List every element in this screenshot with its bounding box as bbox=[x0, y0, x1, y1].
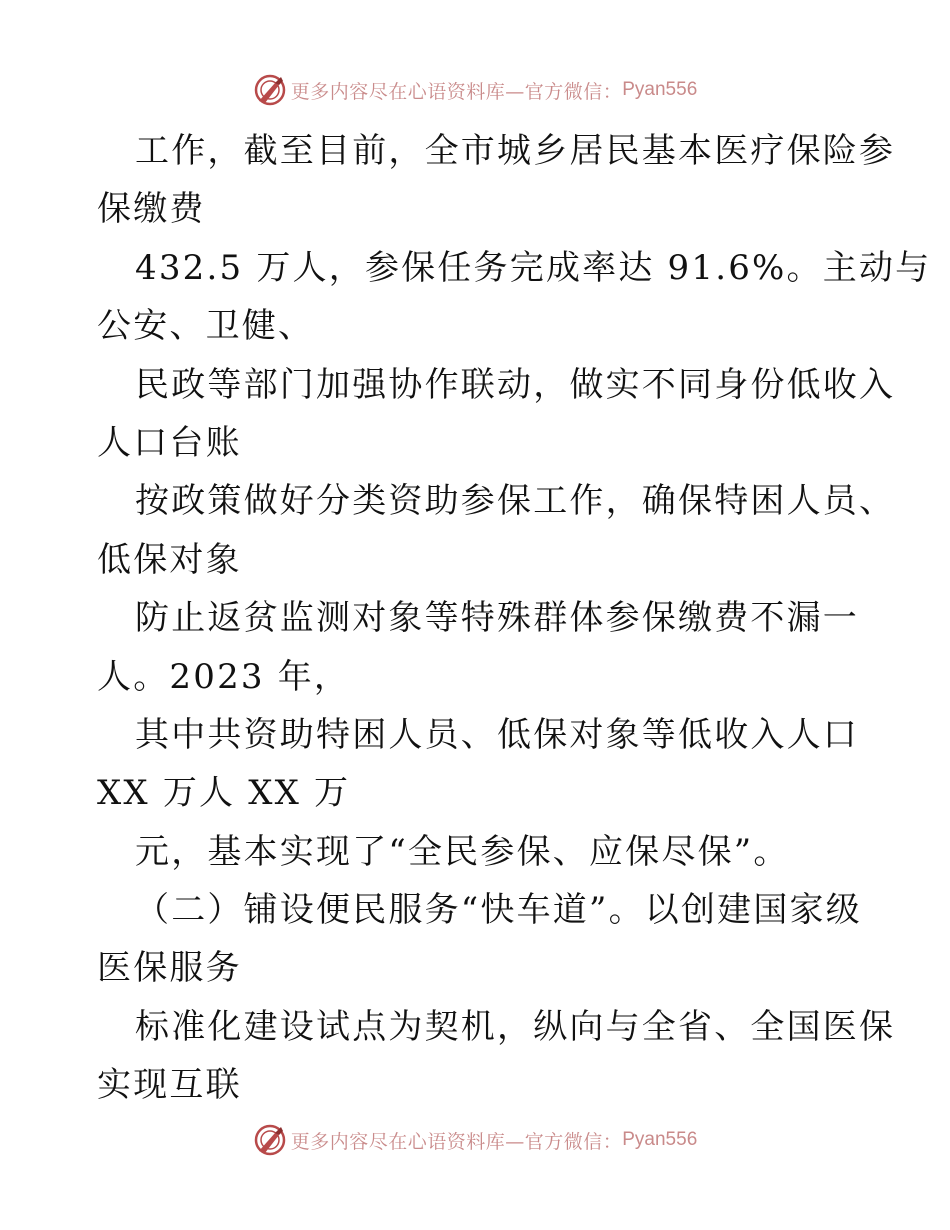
text-line: 工作，截至目前，全市城乡居民基本医疗保险参 bbox=[135, 131, 896, 171]
pen-logo-icon bbox=[253, 73, 287, 107]
watermark-text: 更多内容尽在心语资料库—官方微信： bbox=[290, 80, 623, 103]
watermark-text: 更多内容尽在心语资料库—官方微信： bbox=[290, 1130, 623, 1153]
text-line: 防止返贫监测对象等特殊群体参保缴费不漏一 bbox=[135, 598, 859, 639]
text-line: 432.5 万人，参保任务完成率达 91.6%。主动与 bbox=[135, 247, 932, 288]
text-line: 其中共资助特困人员、低保对象等低收入人口 bbox=[135, 714, 859, 755]
text-line: 实现互联 bbox=[97, 1065, 242, 1106]
text-line: XX 万人 XX 万 bbox=[97, 773, 351, 814]
text-line: （二）铺设便民服务“快车道”。以创建国家级 bbox=[135, 890, 862, 931]
text-line: 医保服务 bbox=[97, 948, 242, 989]
watermark-footer bbox=[0, 1120, 950, 1160]
text-line: 人口台账 bbox=[97, 422, 242, 463]
watermark-wechat-id: Pyan556 bbox=[622, 1129, 698, 1150]
text-line: 元，基本实现了“全民参保、应保尽保”。 bbox=[135, 831, 790, 872]
text-line: 低保对象 bbox=[97, 539, 242, 580]
watermark-header bbox=[0, 70, 950, 110]
text-line: 标准化建设试点为契机，纵向与全省、全国医保 bbox=[135, 1006, 896, 1047]
text-line: 公安、卫健、 bbox=[97, 306, 315, 347]
document-body bbox=[97, 122, 932, 1115]
text-line: 人。2023 年， bbox=[97, 656, 351, 697]
pen-logo-icon bbox=[253, 1123, 287, 1157]
text-line: 保缴费 bbox=[97, 189, 206, 230]
watermark-wechat-id: Pyan556 bbox=[622, 79, 698, 100]
text-line: 民政等部门加强协作联动，做实不同身份低收入 bbox=[135, 364, 896, 405]
text-line: 按政策做好分类资助参保工作，确保特困人员、 bbox=[135, 481, 896, 522]
